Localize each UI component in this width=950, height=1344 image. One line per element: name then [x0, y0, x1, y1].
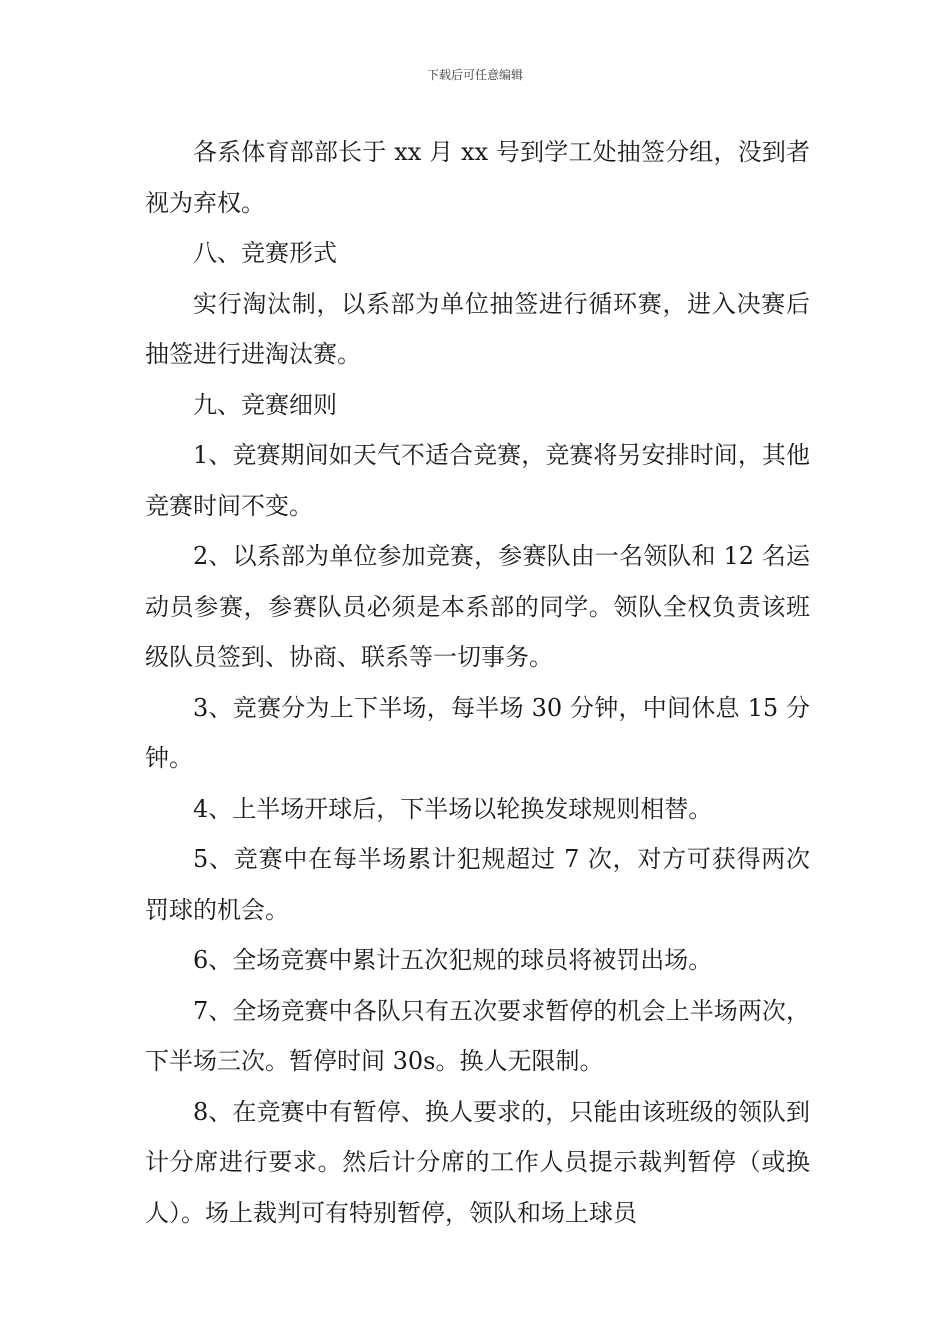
- rule-item-7: 7、全场竞赛中各队只有五次要求暂停的机会上半场两次，下半场三次。暂停时间 30s。换人无限制。: [145, 996, 810, 1075]
- rule-item-4: 4、上半场开球后，下半场以轮换发球规则相替。: [193, 794, 713, 823]
- rule-item-8: 8、在竞赛中有暂停、换人要求的，只能由该班级的领队到计分席进行要求。然后计分席的工作人员提示裁判暂停（或换人）。场上裁判可有特别暂停，领队和场上球员: [145, 1097, 810, 1227]
- document-body: [145, 127, 810, 1238]
- section-heading-competition-format: 八、竞赛形式: [193, 239, 337, 267]
- page-header: 下载后可任意编辑: [426, 68, 523, 82]
- rule-item-2: 2、以系部为单位参加竞赛，参赛队由一名领队和 12 名运动员参赛，参赛队员必须是本系部的同学。领队全权负责该班级队员签到、协商、联系等一切事务。: [145, 542, 810, 671]
- rule-item-5: 5、竞赛中在每半场累计犯规超过 7 次，对方可获得两次罚球的机会。: [145, 845, 810, 924]
- rule-item-6: 6、全场竞赛中累计五次犯规的球员将被罚出场。: [193, 946, 713, 974]
- paragraph-competition-format: 实行淘汰制，以系部为单位抽签进行循环赛，进入决赛后抽签进行进淘汰赛。: [145, 289, 810, 368]
- section-heading-competition-rules: 九、竞赛细则: [193, 390, 337, 419]
- rule-item-3: 3、竞赛分为上下半场，每半场 30 分钟，中间休息 15 分钟。: [145, 693, 810, 772]
- rule-item-1: 1、竞赛期间如天气不适合竞赛，竞赛将另安排时间，其他竞赛时间不变。: [145, 441, 810, 520]
- paragraph-draw-registration: 各系体育部部长于 xx 月 xx 号到学工处抽签分组，没到者视为弃权。: [145, 138, 810, 217]
